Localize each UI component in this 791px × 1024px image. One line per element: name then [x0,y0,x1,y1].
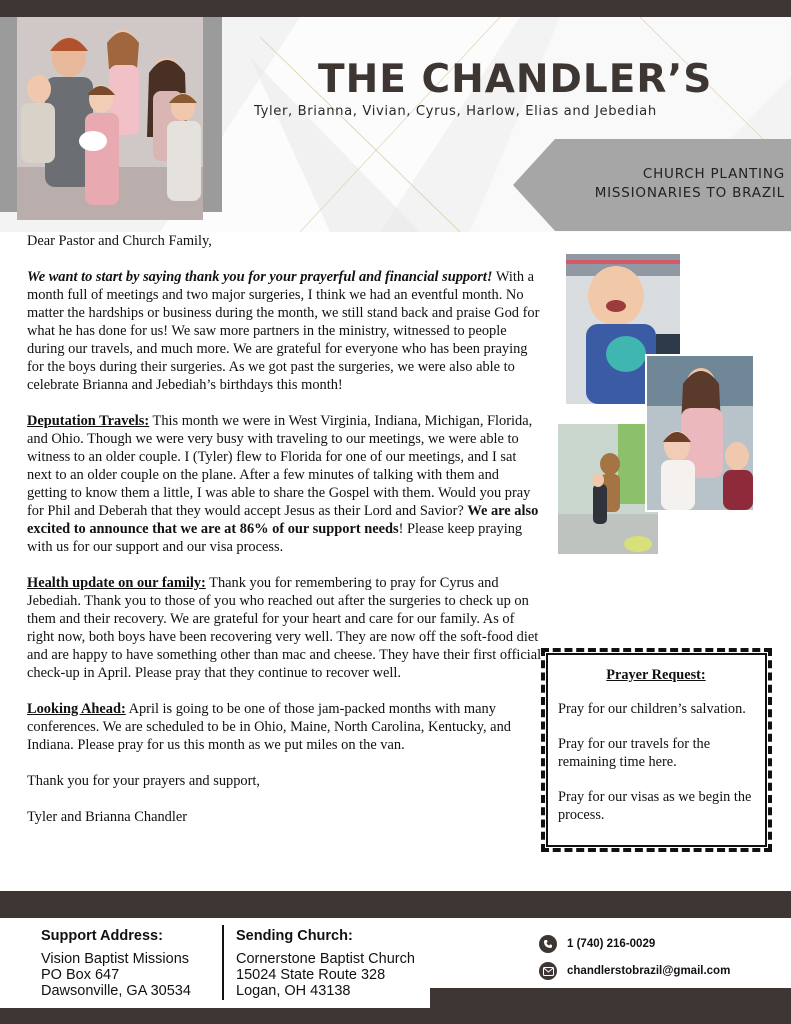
prayer-item: Pray for our children’s salvation. [558,701,746,717]
prayer-item: Pray for our visas as we begin the process. [558,789,752,823]
health-heading: Health update on our family: [27,575,206,591]
footer-band [0,891,791,918]
signature: Tyler and Brianna Chandler [27,809,188,825]
health-text: Thank you for remembering to pray for Cyrus and Jebediah. Thank you to those of you who reached out after the surgeries to check up on them and their recovery. We are grateful for your heart and care for our family. As of right now, both boys have been recovering very well. They are now off the soft-food diet and are happy to have something other than mac and cheese. They have their first official check-up in April. Please pray that they continue to recover well. [27,575,542,681]
support-address [41,928,221,999]
letter-body [27,232,542,826]
phone-icon [539,935,557,953]
envelope-icon [539,962,557,980]
email-contact[interactable] [539,962,730,980]
email-address: chandlerstobrazil@gmail.com [567,965,731,977]
paragraph-thanks [27,268,542,394]
prayer-item: Pray for our travels for the remaining time here. [558,736,711,770]
sending-church-line: 15024 State Route 328 [236,967,386,983]
paragraph-looking-ahead [27,700,542,754]
top-bar [0,0,791,17]
phone-number: 1 (740) 216-0029 [567,938,656,950]
paragraph-deputation [27,412,542,556]
looking-ahead-text: April is going to be one of those jam-packed months with many conferences. We are scheduled to be in Ohio, Maine, North Carolina, Kentucky, and Indiana. Please pray for us this month as we put miles on the van. [27,701,511,753]
ribbon-line-1: CHURCH PLANTING [642,166,785,182]
sending-church-line: Cornerstone Baptist Church [236,951,415,967]
mission-ribbon [513,139,791,231]
boy-with-mascot-photo [558,424,658,554]
sending-church-line: Logan, OH 43138 [236,983,351,999]
sending-church [236,928,446,999]
support-address-line: PO Box 647 [41,967,120,983]
sending-church-heading: Sending Church: [236,928,353,944]
support-address-heading: Support Address: [41,928,163,944]
thanks-text: With a month full of meetings and two major surgeries, I think we had an eventful month. No matter the hardships or business during the month, we still stand back and praise God for what he has done for us! We saw more partners in the ministry, witnessed to people during our travels, and much more. We are grateful for everyone who has been praying for the boys during their surgeries. As we got past the surgeries, we were also able to celebrate Brianna and Jebediah’s birthdays this month! [27,269,540,393]
bottom-bar [0,1008,791,1024]
support-announcement: We are also excited to announce that we are at 86% of our support needs [27,503,539,537]
prayer-request-box [541,648,772,852]
deputation-text: This month we were in West Virginia, Indiana, Michigan, Florida, and Ohio. Though we were very busy with traveling to our meetings, we were able to witness to an older couple. I (Tyler) flew to Florida for one of our meetings, and I sat next to an older couple on the plane. After a few minutes of talking with them and getting to know them a little, I was able to share the Gospel with them. Would you pray for Phil and Deberah that they would accept Jesus as their Lord and Savior? [27,413,533,519]
support-address-line: Vision Baptist Missions [41,951,190,967]
family-names-subtitle: Tyler, Brianna, Vivian, Cyrus, Harlow, Elias and Jebediah [254,104,657,119]
prayer-title: Prayer Request: [606,667,706,683]
ribbon-line-2: MISSIONARIES TO BRAZIL [594,185,785,201]
thanks-lead: We want to start by saying thank you for your prayerful and financial support! [27,269,493,285]
closing: Thank you for your prayers and support, [27,773,260,789]
family-photo [17,17,203,220]
mom-with-kids-photo [645,354,755,512]
footer-divider [222,925,224,1000]
looking-ahead-heading: Looking Ahead: [27,701,126,717]
greeting: Dear Pastor and Church Family, [27,233,212,249]
support-address-line: Dawsonville, GA 30534 [41,983,191,999]
paragraph-health [27,574,542,682]
ribbon-text [553,165,785,203]
page-title: THE CHANDLER’S [318,57,713,102]
deputation-tail: ! Please keep praying with us for our support and our visa process. [27,521,523,555]
deputation-heading: Deputation Travels: [27,413,150,429]
phone-contact[interactable] [539,935,655,953]
